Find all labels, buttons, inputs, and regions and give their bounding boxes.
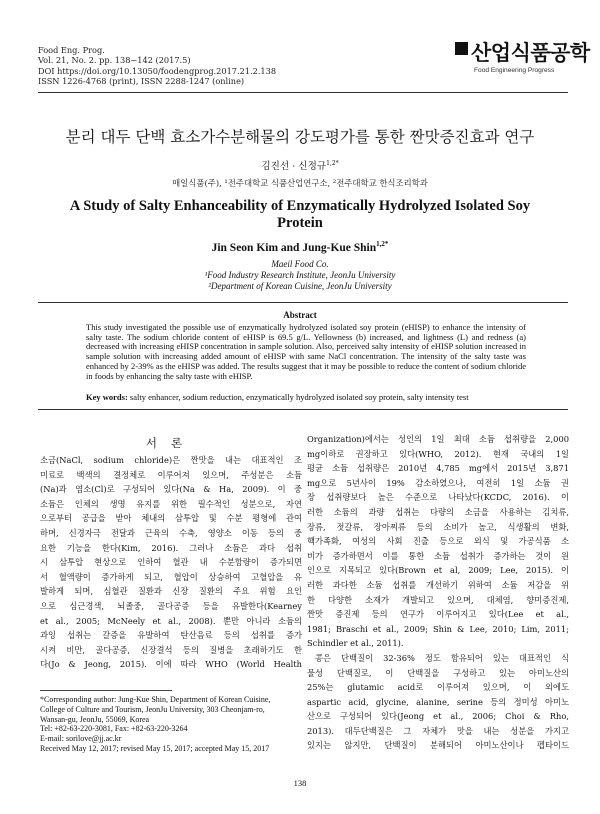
- body-line: 시 삼투압 현상으로 인하여 혈관 내 수분함량이 증가되면: [40, 557, 302, 568]
- keywords: [86, 392, 556, 402]
- body-line: 으로부터 공급을 받아 체내의 삼투압 및 수분 평형에 관여: [40, 513, 302, 524]
- keywords-label: Key words:: [86, 392, 128, 402]
- logo-subtitle: Food Engineering Progress: [474, 67, 555, 74]
- body-line: 러한 소듐의 과량 섭취는 다량의 소금을 사용하는 김치류,: [307, 506, 569, 517]
- footnote-line: Wansan-gu, JeonJu, 55069, Korea: [40, 714, 150, 724]
- authors-english: [0, 240, 600, 254]
- authors-korean-names: 김진선 · 신정규: [261, 161, 327, 172]
- abstract-bottom-divider: [38, 409, 568, 410]
- affiliation-korean: 매일식품(주), ¹전주대학교 식품산업연구소, ²전주대학교 한식조리학과: [172, 178, 428, 188]
- body-column-left: [40, 453, 302, 672]
- footnote-line: College of Culture and Tourism, JeonJu University, 303 Cheonjam-ro,: [40, 704, 265, 714]
- authors-english-sup: 1,2*: [376, 240, 389, 248]
- body-line: mg으로 5년사이 19% 감소하였으나, 여전히 1일 소듐 권: [307, 477, 569, 488]
- page-number: 138: [293, 778, 307, 788]
- body-line: 미료로 백색의 결정체로 이루어져 있으며, 주성분은 소듐: [40, 469, 302, 480]
- footnote-line: Tel: +82-63-220-3081, Fax: +82-63-220-3264: [40, 724, 188, 734]
- body-line: 장 섭취량보다 높은 수준으로 나타났다(KCDC, 2016). 이: [307, 492, 569, 503]
- body-line: 하며, 신경자극 전달과 근육의 수축, 영양소 이동 등의 중: [40, 527, 302, 538]
- footnote-line: *Corresponding author: Jung-Kue Shin, Department of Korean Cuisine,: [40, 695, 271, 704]
- body-line: 소금(NaCl, sodium chloride)은 짠맛을 내는 대표적인 조: [40, 455, 302, 465]
- journal-name: Food Eng. Prog.: [38, 45, 105, 55]
- body-line: 인으로 지목되고 있다(Brown et al, 2009; Lee, 2015). 이: [307, 565, 569, 576]
- body-line: 서 혈액량이 증가하게 되고, 혈압이 상승하여 고혈압을 유: [40, 571, 302, 582]
- footnote-line: Received May 12, 2017; revised May 15, 2017; accepted May 15, 2017: [40, 743, 270, 753]
- body-line: 2013). 대두단백질은 그 자체가 맛을 내는 성분을 가지고: [307, 725, 569, 736]
- body-line: 산으로 구성되어 있다(Jeong et al., 2006; Choi & Rho,: [307, 711, 569, 722]
- title-english: A Study of Salty Enhanceability of Enzymatically Hydrolyzed Isolated Soy Protein: [69, 198, 531, 231]
- body-line: 있지는 않지만, 단백질이 분해되어 아미노산이나 펩타이드: [307, 740, 569, 751]
- body-line: 장류, 젓갈류, 장아찌류 등의 소비가 높고, 식생활의 변화,: [307, 521, 569, 532]
- body-line: Organization)에서는 성인의 1일 최대 소듐 섭취량을 2,000: [307, 434, 569, 444]
- section-title-introduction: 서론: [145, 436, 197, 450]
- footnote-divider: [40, 690, 172, 691]
- body-line: 다(Jo & Jeong, 2015). 이에 따라 WHO (World Health: [40, 659, 302, 670]
- keywords-text: salty enhancer, sodium reduction, enzymatically hydrolyzed isolated soy protein, salty intensity test: [127, 392, 469, 402]
- body-line: 핵가족화, 여성의 사회 진출 등으로 외식 및 가공식품 소: [307, 536, 569, 547]
- body-line: 요한 기능을 한다(Kim, 2016). 그러나 소듐은 과다 섭취: [40, 542, 302, 553]
- logo-mark-icon: [455, 42, 468, 55]
- body-line: 콩은 단백질이 32-36% 정도 함유되어 있는 대표적인 식: [315, 652, 569, 663]
- journal-metadata: [38, 45, 276, 87]
- body-line: 1981; Braschi et al., 2009; Shin & Lee, 2010; Lim, 2011;: [307, 623, 569, 634]
- body-line: 한 다양한 소재가 개발되고 있으며, 대체염, 향미증진제,: [307, 594, 569, 605]
- journal-doi[interactable]: DOI https://doi.org/10.13050/foodengprog.2017.21.2.138: [38, 65, 277, 76]
- body-line: 으로 심근경색, 뇌졸중, 골다공증 등을 유발한다(Kearney: [40, 600, 302, 611]
- journal-volume: Vol. 21, No. 2. pp. 138~142 (2017.5): [38, 55, 191, 66]
- title-korean: 분리 대두 단백 효소가수분해물의 강도평가를 통한 짠맛증진효과 연구: [65, 128, 535, 146]
- body-line: aspartic acid, glycine, alanine, serine 등의 정미성 아미노: [307, 696, 569, 707]
- corresponding-author-footnote: [40, 695, 304, 754]
- affiliation-english-department: ²Department of Korean Cuisine, JeonJu University: [208, 281, 392, 291]
- body-line: 짠맛 증진제 등의 연구가 이루어지고 있다(Lee et al.,: [307, 609, 569, 620]
- body-line: Schindler et al., 2011).: [307, 638, 404, 649]
- authors-english-names: Jin Seon Kim and Jung-Kue Shin: [211, 241, 377, 254]
- footnote-email[interactable]: E-mail: sorilove@jj.ac.kr: [40, 734, 122, 744]
- body-line: mg이하로 권장하고 있다(WHO, 2012). 현재 국내의 1일: [307, 448, 569, 459]
- authors-korean: [0, 158, 600, 172]
- journal-issn: ISSN 1226-4768 (print), ISSN 2288-1247 (online): [38, 76, 245, 87]
- body-line: (Na)과 염소(Cl)로 구성되어 있다(Na & Ha, 2009). 이 중: [40, 484, 302, 495]
- body-line: 러한 과다한 소듐 섭취를 개선하기 위하여 소듐 저감을 위: [307, 579, 569, 590]
- journal-logo: [455, 40, 590, 88]
- affiliation-english-company: Maeil Food Co.: [271, 259, 329, 269]
- body-line: 소듐은 인체의 생명 유지를 위한 필수적인 성분으로, 자연: [40, 498, 302, 509]
- body-line: 발하게 되며, 심혈관 질환과 신장 질환의 주요 위험 요인: [40, 586, 302, 597]
- body-line: 25%는 glutamic acid로 이루어져 있으며, 이 외에도: [307, 682, 569, 693]
- abstract-heading: Abstract: [283, 310, 317, 320]
- body-line: 물성 단백질로, 이 단백질을 구성하고 있는 아미노산의: [307, 667, 569, 678]
- abstract-top-divider: [38, 302, 568, 303]
- body-column-right: [307, 432, 569, 753]
- body-line: 과잉 섭취는 갈증을 유발하여 탄산음료 등의 섭취를 증가: [40, 630, 302, 641]
- authors-korean-sup: 1,2*: [326, 159, 339, 167]
- body-line: 시켜 비만, 골다공증, 신장결석 등의 질병을 초래하기도 한: [40, 644, 302, 655]
- abstract-text: This study investigated the possible use of enzymatically hydrolyzed isolated soy protein (eHISP) to enhance the intensity of salty taste. The sodium chloride content of eHISP is 69.5 g/L. Yellowness (b) increased, and lightness (L) and redness (a) decreased with increasing eHISP concentration in sample solution. Also, perceived salty intensity of eHISP solution increased in sample solution with increasing added amount of eHISP with same NaCl concentration. The intensity of the salty taste was enhanced by 2-39% as the eHISP was added. The results suggest that it may be possible to reduce the content of sodium chloride in foods by enhancing the salty taste with eHISP.: [86, 322, 526, 381]
- body-line: 평균 소듐 섭취량은 2010년 4,785 mg에서 2015년 3,871: [307, 463, 569, 474]
- logo-wordmark: 산업식품공학: [471, 41, 590, 65]
- body-line: et al., 2005; McNeely et al., 2008). 뿐만 아니라 소듐의: [40, 615, 302, 626]
- affiliation-english-institute: ¹Food Industry Research Institute, JeonJu University: [204, 270, 396, 280]
- body-line: 비가 증가하면서 이를 통한 소듐 섭취가 증가하는 것이 원: [307, 550, 569, 561]
- header-divider: [38, 92, 568, 93]
